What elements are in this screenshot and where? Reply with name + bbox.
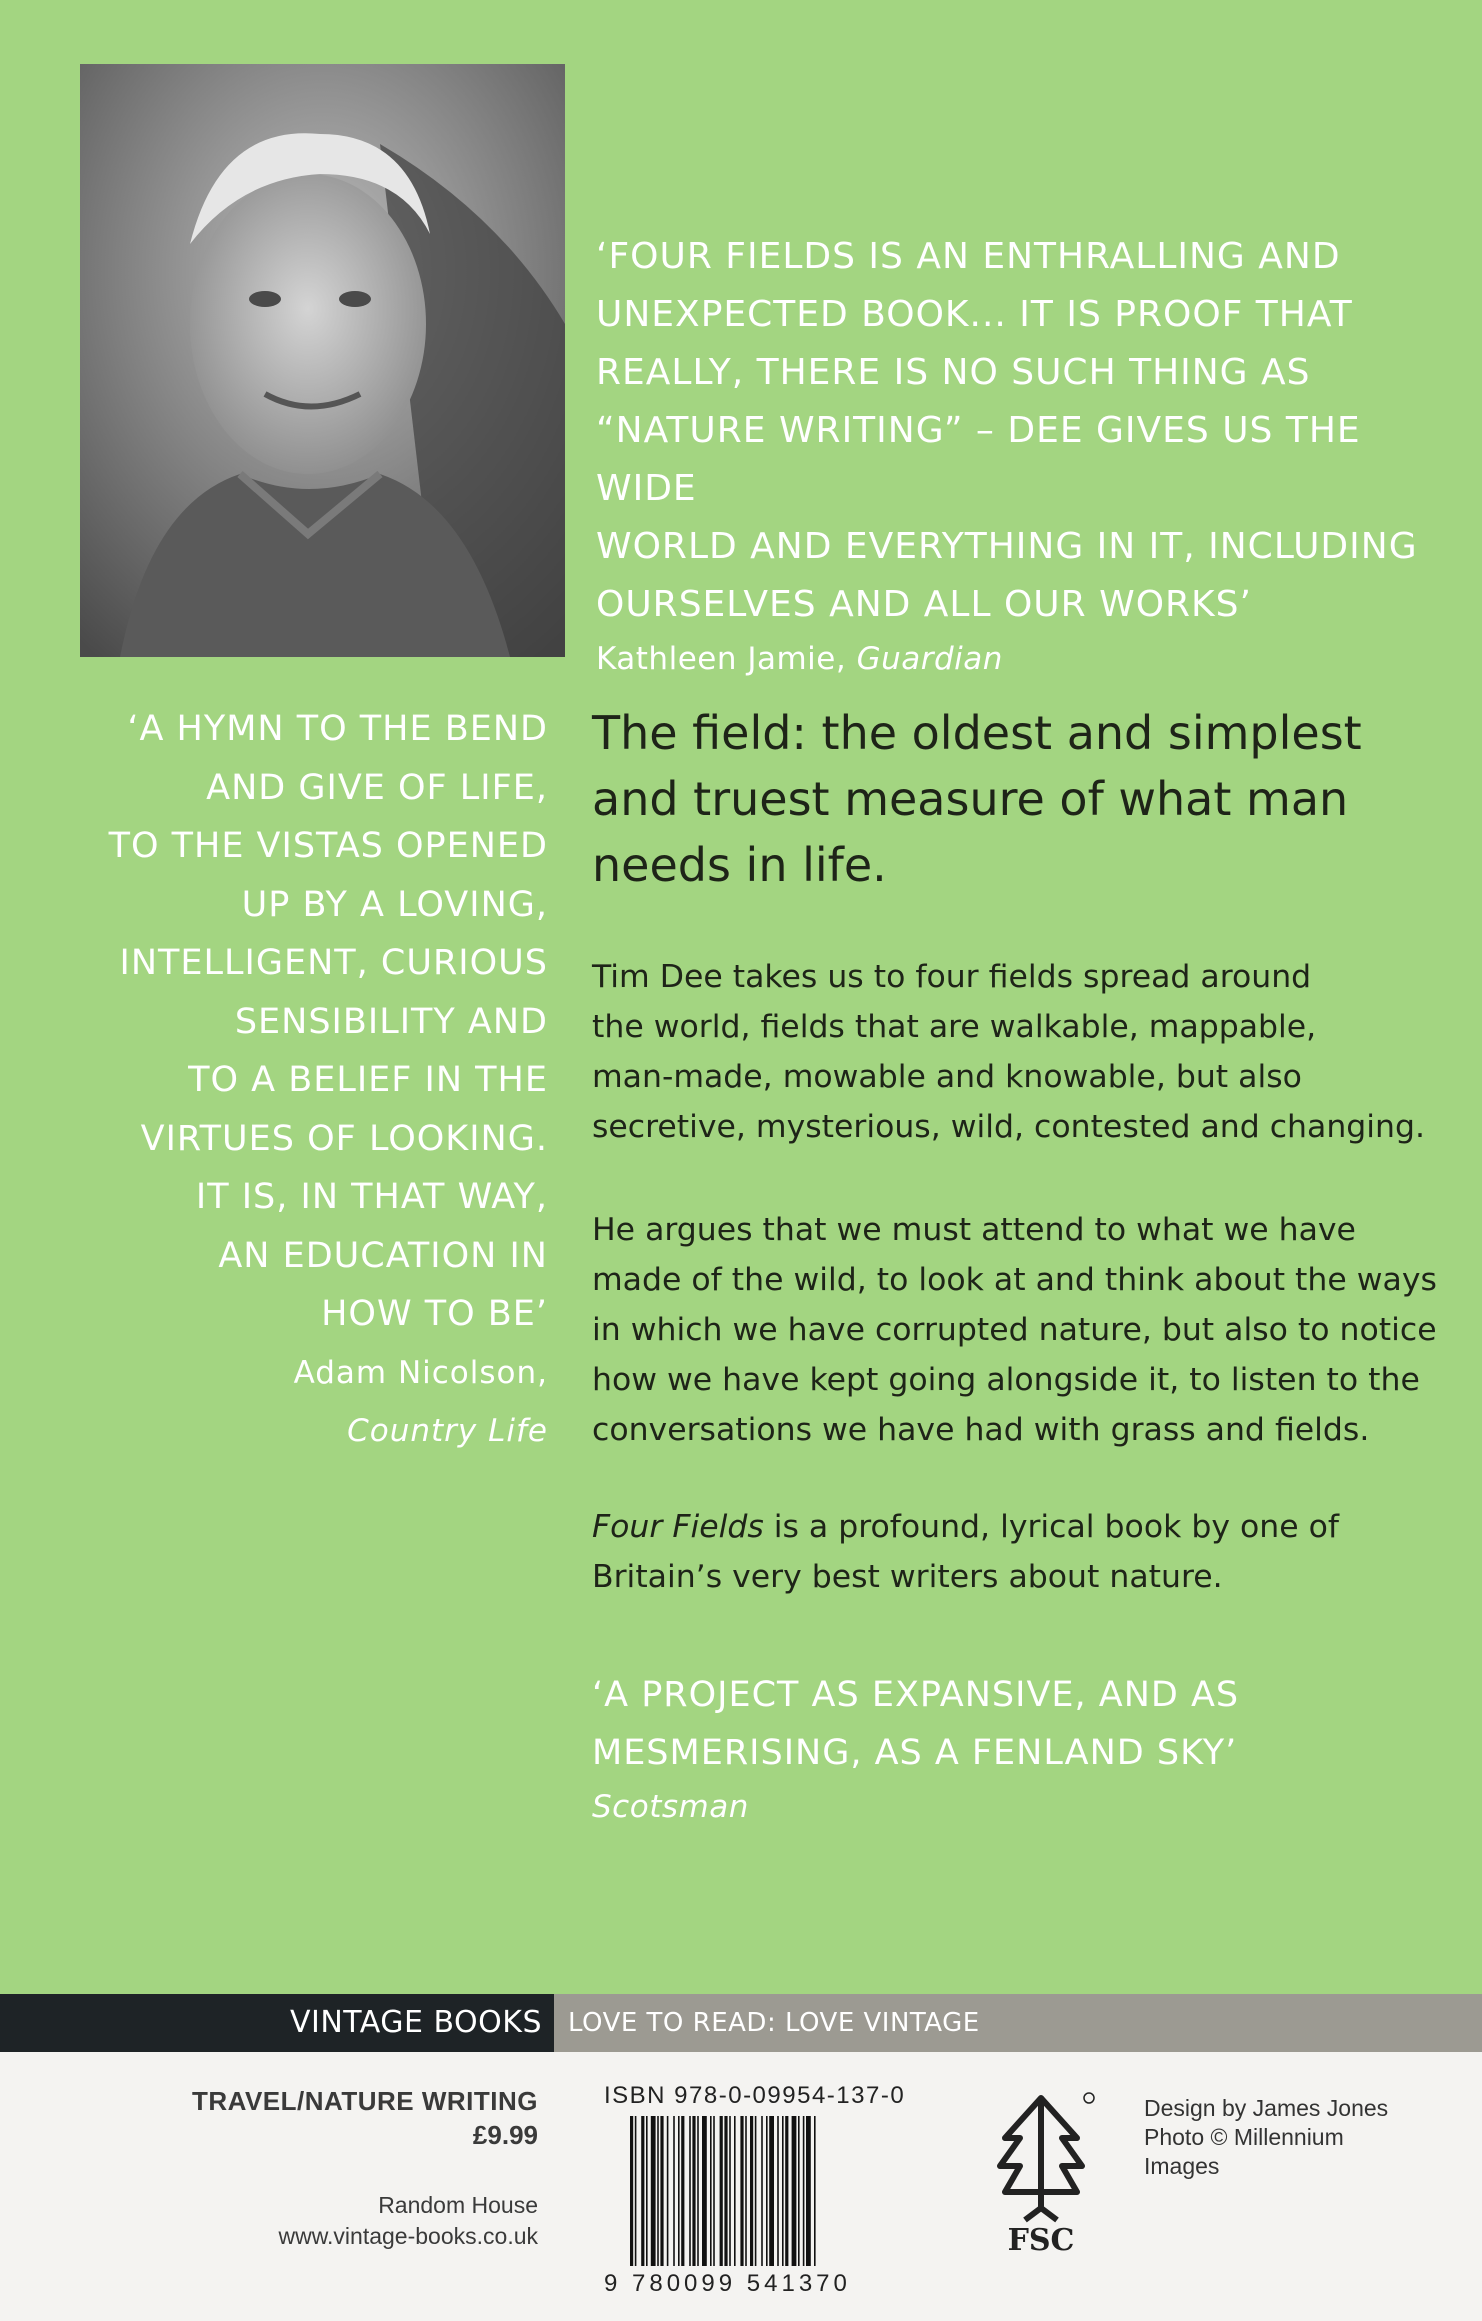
barcode-bar — [761, 2116, 763, 2266]
quote-line: HOW TO BE’ — [321, 1294, 548, 1334]
quote-line: ‘A PROJECT AS EXPANSIVE, AND AS — [592, 1675, 1240, 1715]
barcode-bar — [777, 2116, 779, 2266]
blurb-line: He argues that we must attend to what we have — [592, 1212, 1356, 1248]
blurb-line: the world, fields that are walkable, mappable, — [592, 1009, 1317, 1045]
fsc-logo — [985, 2088, 1097, 2258]
quote-line: UP BY A LOVING, — [241, 884, 548, 925]
credit-design: Design by James Jones — [1144, 2095, 1389, 2121]
blurb-line: how we have kept going alongside it, to listen to the — [592, 1362, 1420, 1398]
slogan-band: LOVE TO READ: LOVE VINTAGE — [554, 1994, 1482, 2052]
quote-line: TO A BELIEF IN THE — [188, 1060, 548, 1100]
price-label: £9.99 — [472, 2120, 538, 2150]
quote-line: “NATURE WRITING” – DEE GIVES US THE WIDE — [596, 410, 1361, 509]
book-title: Four Fields — [592, 1509, 764, 1545]
quote-scotsman — [592, 1666, 1452, 1832]
barcode-digits: 9 780099 541370 — [604, 2270, 851, 2297]
blurb-line: made of the wild, to look at and think about the ways — [592, 1262, 1437, 1298]
barcode-bar — [635, 2116, 637, 2266]
barcode-bar — [766, 2116, 768, 2266]
blurb-line: secretive, mysterious, wild, contested and changing. — [592, 1109, 1426, 1145]
quote-adam-nicolson — [60, 700, 548, 1460]
barcode-bar — [755, 2116, 757, 2266]
quote-attribution — [596, 634, 1456, 684]
blurb-line: Tim Dee takes us to four fields spread around — [592, 959, 1312, 995]
quote-line: AN EDUCATION IN — [218, 1235, 548, 1276]
quote-line: VIRTUES OF LOOKING. — [140, 1118, 548, 1159]
barcode-bar — [803, 2116, 805, 2266]
barcode-bar — [660, 2116, 663, 2266]
barcode-bar — [630, 2116, 633, 2266]
attribution-author: Adam Nicolson, — [293, 1354, 548, 1391]
barcode — [630, 2116, 945, 2266]
barcode-bar — [673, 2116, 675, 2266]
quote-line: ‘FOUR FIELDS IS AN ENTHRALLING AND — [596, 236, 1341, 277]
barcode-bar — [697, 2116, 699, 2266]
attribution-source: Scotsman — [592, 1789, 749, 1825]
credits — [1144, 2094, 1388, 2181]
barcode-bar — [798, 2116, 800, 2266]
headline — [592, 700, 1452, 898]
barcode-bar — [814, 2116, 816, 2266]
quote-line: SENSIBILITY AND — [234, 1001, 548, 1042]
quote-line: TO THE VISTAS OPENED — [108, 826, 548, 866]
quote-line: INTELLIGENT, CURIOUS — [119, 943, 548, 983]
blurb-paragraph-3 — [592, 1502, 1472, 1602]
quote-line: MESMERISING, AS A FENLAND SKY’ — [592, 1733, 1238, 1773]
quote-line: IT IS, IN THAT WAY, — [195, 1177, 548, 1217]
barcode-bar — [681, 2116, 684, 2266]
barcode-bar — [769, 2116, 774, 2266]
barcode-bar — [806, 2116, 811, 2266]
headline-line: needs in life. — [592, 838, 887, 892]
blurb-paragraph-2 — [592, 1205, 1472, 1455]
blurb-line: man-made, mowable and knowable, but also — [592, 1059, 1302, 1095]
barcode-bar — [692, 2116, 695, 2266]
barcode-bar — [689, 2116, 691, 2266]
barcode-bar — [734, 2116, 736, 2266]
barcode-bar — [724, 2116, 727, 2266]
quote-line: ‘A HYMN TO THE BEND — [127, 709, 548, 749]
publisher-label: Random House — [378, 2192, 538, 2218]
blurb-line: Britain’s very best writers about nature. — [592, 1559, 1223, 1595]
barcode-bar — [651, 2116, 656, 2266]
quote-line: OURSELVES AND ALL OUR WORKS’ — [596, 584, 1252, 625]
barcode-bar — [792, 2116, 797, 2266]
author-photo — [80, 64, 565, 657]
attribution-source: Country Life — [347, 1412, 548, 1449]
barcode-bar — [641, 2116, 644, 2266]
fsc-label: FSC — [1007, 2223, 1075, 2258]
barcode-bar — [646, 2116, 648, 2266]
barcode-bar — [750, 2116, 753, 2266]
barcode-bar — [785, 2116, 788, 2266]
imprint-band: VINTAGE BOOKS — [0, 1994, 554, 2052]
blurb-text: is a profound, lyrical book by one of — [763, 1509, 1339, 1545]
barcode-bar — [713, 2116, 715, 2266]
footer-info — [192, 2084, 538, 2252]
barcode-bar — [710, 2116, 712, 2266]
quote-line: AND GIVE OF LIFE, — [206, 767, 548, 808]
category-label: TRAVEL/NATURE WRITING — [191, 2086, 538, 2116]
barcode-bar — [702, 2116, 707, 2266]
blurb-line: conversations we have had with grass and fields. — [592, 1412, 1370, 1448]
quote-line: WORLD AND EVERYTHING IN IT, INCLUDING — [596, 526, 1418, 567]
attribution-source: Guardian — [856, 641, 1003, 677]
headline-line: and truest measure of what man — [592, 772, 1349, 826]
blurb-paragraph-1 — [592, 952, 1472, 1152]
attribution-author: Kathleen Jamie, — [596, 641, 847, 677]
barcode-bar — [720, 2116, 723, 2266]
headline-line: The field: the oldest and simplest — [592, 706, 1362, 760]
credit-photo: Photo © Millennium — [1144, 2124, 1344, 2150]
barcode-bar — [745, 2116, 747, 2266]
quote-line: UNEXPECTED BOOK... IT IS PROOF THAT — [596, 294, 1353, 335]
isbn-label: ISBN 978-0-09954-137-0 — [604, 2082, 906, 2109]
quote-kathleen-jamie — [596, 228, 1456, 684]
quote-line: REALLY, THERE IS NO SUCH THING AS — [596, 352, 1311, 393]
blurb-line: in which we have corrupted nature, but also to notice — [592, 1312, 1437, 1348]
barcode-bar — [782, 2116, 784, 2266]
barcode-bar — [729, 2116, 731, 2266]
barcode-bar — [667, 2116, 669, 2266]
barcode-bar — [657, 2116, 659, 2266]
credit-photo-cont: Images — [1144, 2153, 1220, 2179]
publisher-url: www.vintage-books.co.uk — [278, 2223, 538, 2249]
barcode-bar — [740, 2116, 743, 2266]
blurb-line — [592, 1502, 1472, 1552]
barcode-bar — [678, 2116, 680, 2266]
